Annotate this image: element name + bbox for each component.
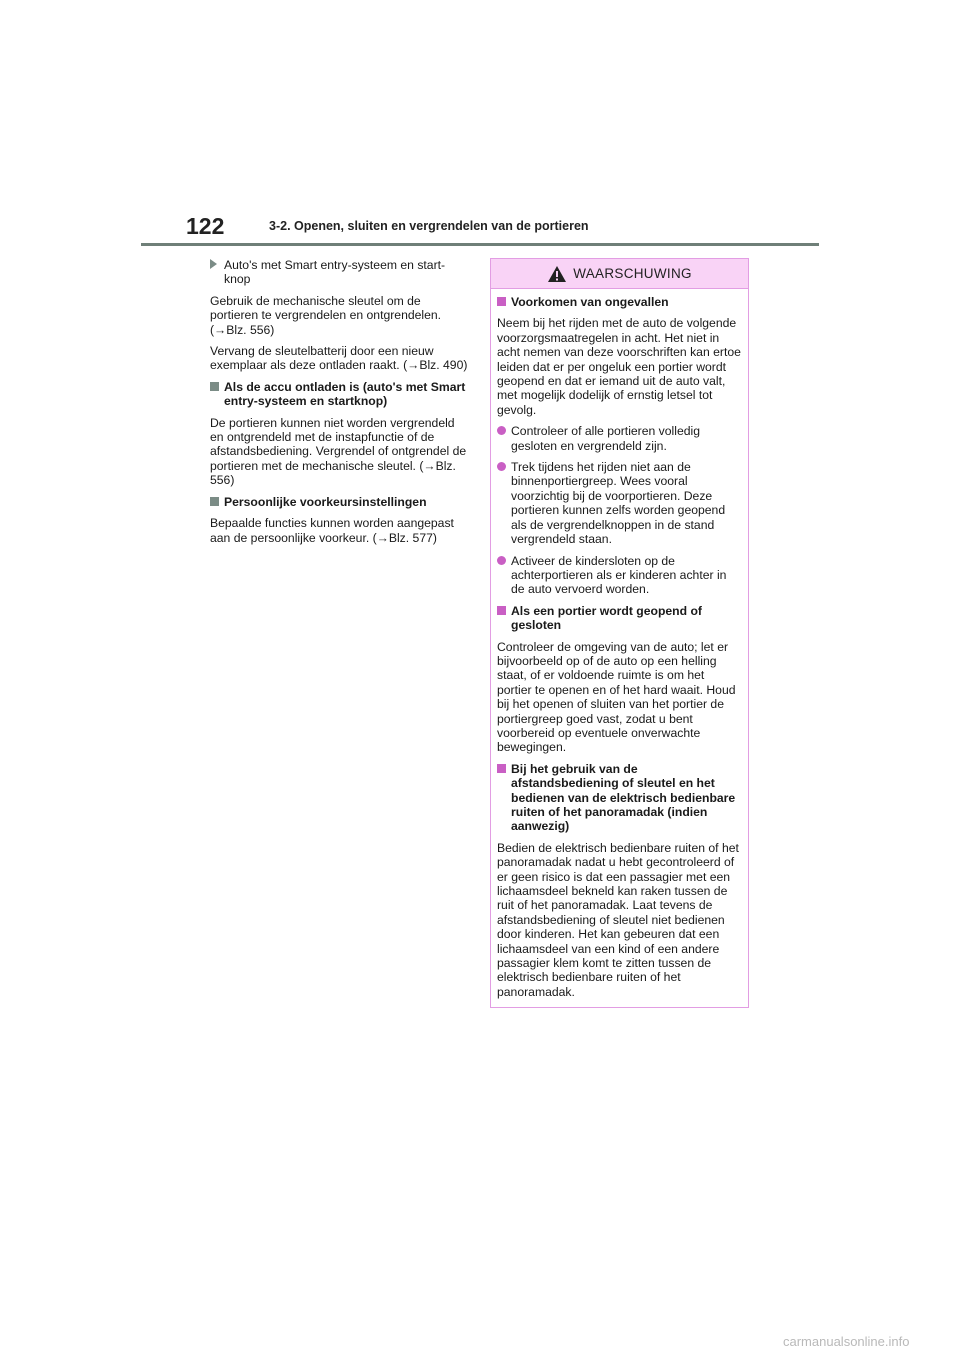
header-divider — [141, 243, 819, 246]
heading-personal-settings — [210, 495, 470, 509]
paragraph: Bedien de elektrisch bedienbare ruiten of het panoramadak nadat u hebt gecontroleerd of er geen risico is dat een passagier met een lichaamsdeel bekneld kan raken tussen de ruit of het panoramadak. Laat tevens de afstandsbediening of sleutel niet bedienen door kinderen. Het kan gebeuren dat een lichaamsdeel van een kind of een andere passagier klem komt te zitten tussen de elektrisch bedienbare ruiten of het panoramadak. — [497, 840, 739, 999]
watermark: carmanualsonline.info — [783, 1334, 910, 1349]
section-title: 3-2. Openen, sluiten en vergrendelen van de portieren — [269, 219, 589, 233]
paragraph: Vervang de sleutelbatterij door een nieuw exemplaar als deze ontladen raakt. (→Blz. 490) — [210, 344, 468, 373]
warning-header — [491, 259, 748, 289]
heading-text: Als de accu ontladen is (auto's met Smart entry-systeem en startknop) — [224, 379, 466, 409]
heading-text: Voorkomen van ongevallen — [511, 295, 669, 309]
warning-heading — [497, 295, 742, 309]
heading-text: Als een portier wordt geopend of gesloten — [511, 603, 702, 633]
list-item — [497, 424, 742, 453]
list-item-text: Trek tijdens het rijden niet aan de binnenportiergreep. Wees vooral voorzichtig bij de voorportieren. Deze portieren kunnen zelfs worden geopend als de vergrendelknoppen in de stand vergrendeld staan. — [511, 460, 726, 547]
heading-battery — [210, 380, 470, 409]
triangle-bullet-icon — [210, 259, 217, 269]
list-item-text: Controleer of alle portieren volledig gesloten en vergrendeld zijn. — [511, 424, 701, 453]
circle-bullet-icon — [497, 426, 506, 435]
square-bullet-icon — [497, 764, 506, 773]
warning-heading — [497, 604, 742, 633]
warning-title: WAARSCHUWING — [573, 266, 692, 281]
warning-triangle-icon — [547, 265, 567, 283]
page-number: 122 — [186, 213, 225, 239]
warning-heading — [497, 762, 742, 834]
list-item — [497, 460, 742, 546]
circle-bullet-icon — [497, 556, 506, 565]
paragraph: Bepaalde functies kunnen worden aangepast aan de persoonlijke voorkeur. (→Blz. 577) — [210, 516, 454, 545]
square-bullet-icon — [210, 497, 219, 506]
square-bullet-icon — [497, 297, 506, 306]
list-item-text: Activeer de kindersloten op de achterportieren als er kinderen achter in de auto vervoerd worden. — [511, 553, 727, 597]
subheading-smart-entry — [210, 258, 470, 287]
warning-body — [491, 289, 748, 999]
warning-box — [490, 258, 749, 1008]
list-item — [497, 554, 742, 597]
paragraph: Neem bij het rijden met de auto de volgende voorzorgsmaatregelen in acht. Het niet in acht nemen van deze voorschriften kan ertoe leiden dat er per ongeluk een portier wordt geopend en dat er iemand uit de auto valt, met mogelijk dodelijk of ernstig letsel tot gevolg. — [497, 316, 741, 417]
left-column — [210, 258, 470, 552]
square-bullet-icon — [210, 382, 219, 391]
paragraph: Gebruik de mechanische sleutel om de portieren te vergrendelen en ontgrendelen. (→Blz. 556) — [210, 293, 442, 337]
circle-bullet-icon — [497, 462, 506, 471]
square-bullet-icon — [497, 606, 506, 615]
heading-text: Bij het gebruik van de afstandsbediening of sleutel en het bedienen van de elektrisch bedienbare ruiten of het panoramadak (indien aanwezig) — [511, 761, 736, 834]
paragraph: De portieren kunnen niet worden vergrendeld en ontgrendeld met de instapfunctie of de afstandsbediening. Vergrendel of ontgrendel de portieren met de mechanische sleutel. (→Blz. 556) — [210, 415, 467, 488]
heading-text: Persoonlijke voorkeursinstellingen — [224, 494, 427, 509]
paragraph: Controleer de omgeving van de auto; let er bijvoorbeeld op of de auto op een helling staat, of er voldoende ruimte is om het portier te openen en of het hard waait. Houd bij het openen of sluiten van het portier de portiergreep goed vast, zodat u bent voorbereid op eventuele onverwachte bewegingen. — [497, 639, 736, 755]
subheading-text: Auto's met Smart entry-systeem en start-knop — [224, 258, 446, 287]
